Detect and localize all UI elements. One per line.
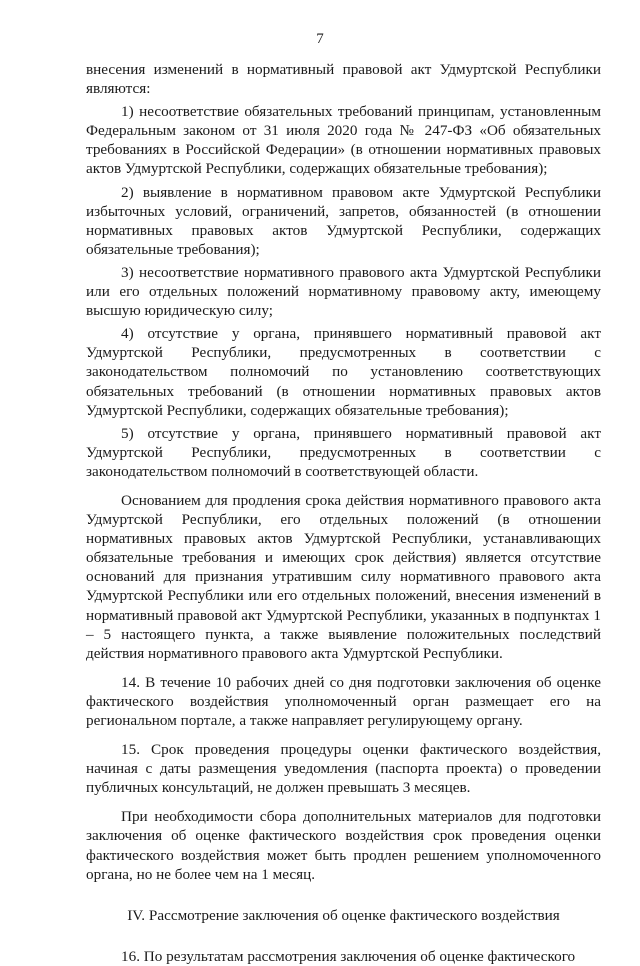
paragraph-clause-15: 15. Срок проведения процедуры оценки фактического воздействия, начиная с даты размещения уведомления (паспорта проекта) о проведении публичных консультаций, не должен превышать 3 месяцев. [86,741,601,797]
paragraph-extension-basis: Основанием для продления срока действия нормативного правового акта Удмуртской Республики, его отдельных положений (в отношении нормативных правовых актов Удмуртской Республики, устанавливающих обязательные требования и имеющих срок действия) является отсутствие оснований для признания утратившим силу нормативного правового акта Удмуртской Республики или его отдельных положений, внесения изменений в нормативный правовой акт Удмуртской Республики, указанных в подпунктах 1 – 5 настоящего пункта, а также выявление положительных последствий действия нормативного правового акта Удмуртской Республики. [86,491,601,662]
paragraph-clause-16: 16. По результатам рассмотрения заключения об оценке фактического [121,947,576,965]
section-heading: IV. Рассмотрение заключения об оценке фактического воздействия [127,906,560,924]
paragraph-intro: внесения изменений в нормативный правовой акт Удмуртской Республики являются: [86,61,601,98]
paragraph-item-2: 2) выявление в нормативном правовом акте Удмуртской Республики избыточных условий, ограничений, запретов, обязанностей (в отношении нормативных правовых актов Удмуртской Республики, содержащих обязательные требования); [86,183,601,258]
paragraph-item-4: 4) отсутствие у органа, принявшего нормативный правовой акт Удмуртской Республики, предусмотренных в соответствии с законодательством полномочий по установлению соответствующих обязательных требований (в отношении нормативных правовых актов Удмуртской Республики, содержащих обязательные требования); [86,325,601,419]
paragraph-item-3: 3) несоответствие нормативного правового акта Удмуртской Республики или его отдельных положений нормативному правовому акту, имеющему высшую юридическую силу; [86,263,601,320]
page-number: 7 [316,31,324,47]
paragraph-item-1: 1) несоответствие обязательных требований принципам, установленным Федеральным законом от 31 июля 2020 года № 247-ФЗ «Об обязательных требованиях в Российской Федерации» (в отношении нормативных правовых актов Удмуртской Республики, содержащих обязательные требования); [86,103,601,178]
paragraph-extension-note: При необходимости сбора дополнительных материалов для подготовки заключения об оценке фактического воздействия срок проведения оценки фактического воздействия может быть продлен решением уполномоченного органа, но не более чем на 1 месяц. [86,808,601,883]
document-body [86,60,601,966]
paragraph-clause-14: 14. В течение 10 рабочих дней со дня подготовки заключения об оценке фактического воздействия уполномоченный орган размещает его на региональном портале, а также направляет регулирующему органу. [86,673,601,729]
paragraph-item-5: 5) отсутствие у органа, принявшего нормативный правовой акт Удмуртской Республики, предусмотренных в соответствии с законодательством полномочий в соответствующей области. [86,424,601,480]
